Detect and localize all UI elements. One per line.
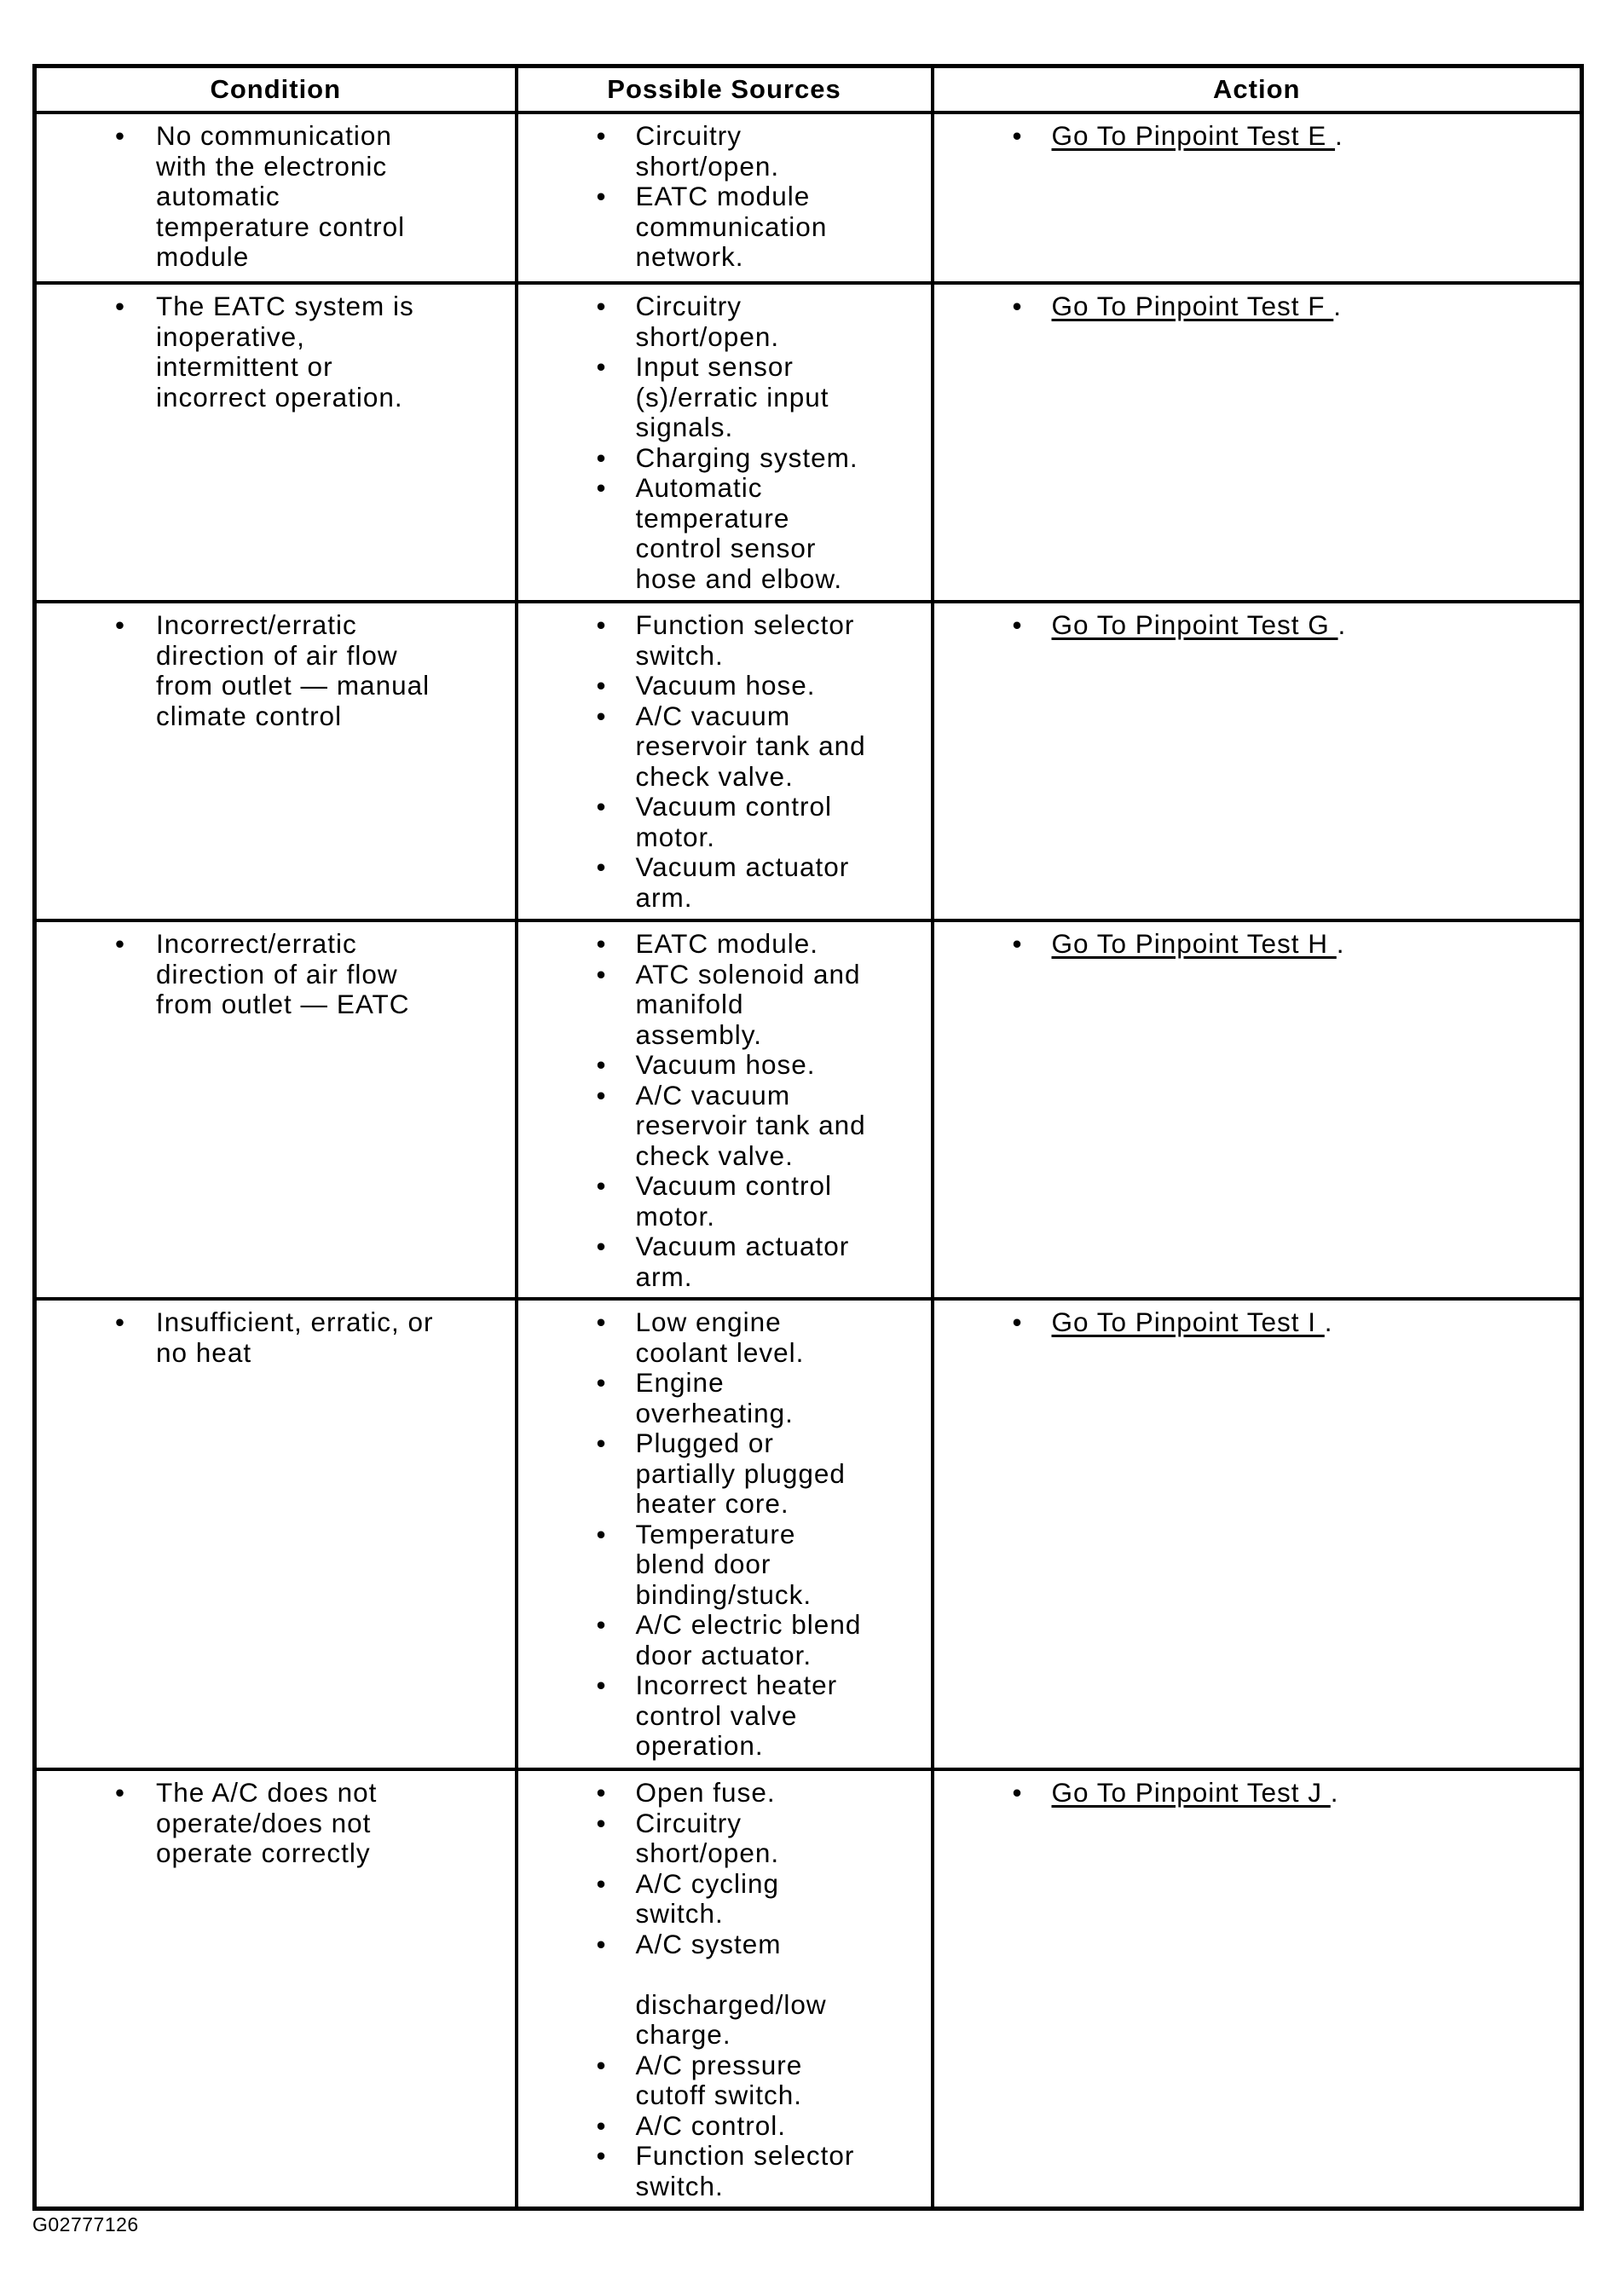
action-list (941, 1307, 1574, 1338)
action-suffix: . (1338, 609, 1347, 640)
action-cell (933, 1299, 1582, 1769)
action-cell (933, 283, 1582, 602)
condition-list (43, 929, 508, 1020)
source-item: • A/C pressure cutoff switch. (525, 2051, 924, 2111)
action-cell (933, 920, 1582, 1299)
sources-list (525, 291, 924, 594)
possible-sources-cell (517, 920, 933, 1299)
source-item: • Open fuse. (525, 1778, 924, 1809)
possible-sources-cell (517, 1299, 933, 1769)
source-item: • A/C electric blend door actuator. (525, 1610, 924, 1670)
condition-list (43, 1307, 508, 1368)
source-item: • A/C vacuum reservoir tank and check valve. (525, 1081, 924, 1172)
source-item: • Vacuum hose. (525, 671, 924, 701)
condition-text: • The EATC system is inoperative, intermittent or incorrect operation. (43, 291, 508, 412)
source-item: • ATC solenoid and manifold assembly. (525, 960, 924, 1051)
source-item: • Circuitry short/open. (525, 1809, 924, 1869)
condition-cell (35, 1769, 517, 2209)
action-cell (933, 1769, 1582, 2209)
table-header (35, 66, 1582, 113)
pinpoint-test-link[interactable]: Go To Pinpoint Test F (1051, 291, 1334, 321)
condition-cell (35, 602, 517, 920)
figure-id: G02777126 (32, 2213, 139, 2235)
header-condition: Condition (35, 66, 517, 113)
pinpoint-test-link[interactable]: Go To Pinpoint Test G (1051, 609, 1338, 640)
action-suffix: . (1336, 928, 1345, 959)
source-item: • Engine overheating. (525, 1368, 924, 1428)
source-item: • Low engine coolant level. (525, 1307, 924, 1368)
action-item (941, 1307, 1574, 1338)
diagnosis-sheet (32, 64, 1580, 2211)
pinpoint-test-link[interactable]: Go To Pinpoint Test J (1051, 1777, 1331, 1808)
possible-sources-cell (517, 602, 933, 920)
source-item: • Function selector switch. (525, 610, 924, 671)
symptom-chart-table (32, 64, 1584, 2211)
source-item: • Vacuum control motor. (525, 1171, 924, 1232)
condition-list (43, 1778, 508, 1869)
source-item: • Plugged or partially plugged heater core. (525, 1428, 924, 1520)
action-list (941, 1778, 1574, 1809)
source-item: • Automatic temperature control sensor hose and elbow. (525, 473, 924, 594)
header-row (35, 66, 1582, 113)
source-item: • Input sensor (s)/erratic input signals. (525, 352, 924, 443)
condition-text: • Insufficient, erratic, or no heat (43, 1307, 508, 1368)
pinpoint-test-link[interactable]: Go To Pinpoint Test H (1051, 928, 1337, 959)
source-item: • Vacuum control motor. (525, 792, 924, 852)
sources-list (525, 1307, 924, 1762)
source-item: • Vacuum hose. (525, 1050, 924, 1081)
condition-list (43, 291, 508, 412)
table-row (35, 112, 1582, 283)
header-action: Action (933, 66, 1582, 113)
source-item: • Vacuum actuator arm. (525, 852, 924, 913)
condition-cell (35, 112, 517, 283)
source-item: • Circuitry short/open. (525, 291, 924, 352)
action-suffix: . (1330, 1777, 1339, 1808)
source-item: • A/C vacuum reservoir tank and check valve. (525, 701, 924, 793)
condition-text: • The A/C does not operate/does not operate correctly (43, 1778, 508, 1869)
sources-list (525, 121, 924, 273)
action-cell (933, 602, 1582, 920)
pinpoint-test-link[interactable]: Go To Pinpoint Test I (1051, 1307, 1325, 1337)
header-possible-sources: Possible Sources (517, 66, 933, 113)
source-item: • A/C cycling switch. (525, 1869, 924, 1930)
possible-sources-cell (517, 112, 933, 283)
condition-list (43, 610, 508, 731)
source-item: • Temperature blend door binding/stuck. (525, 1520, 924, 1611)
condition-text: • Incorrect/erratic direction of air flow from outlet — EATC (43, 929, 508, 1020)
source-item: • EATC module. (525, 929, 924, 960)
pinpoint-test-link[interactable]: Go To Pinpoint Test E (1051, 120, 1336, 151)
possible-sources-cell (517, 283, 933, 602)
action-list (941, 121, 1574, 152)
source-item: • EATC module communication network. (525, 182, 924, 273)
action-list (941, 291, 1574, 322)
sources-list (525, 610, 924, 913)
action-item (941, 1778, 1574, 1809)
possible-sources-cell (517, 1769, 933, 2209)
action-cell (933, 112, 1582, 283)
condition-list (43, 121, 508, 273)
source-item: • Circuitry short/open. (525, 121, 924, 182)
condition-cell (35, 1299, 517, 1769)
table-body (35, 112, 1582, 2209)
action-list (941, 610, 1574, 641)
condition-cell (35, 283, 517, 602)
action-item (941, 610, 1574, 641)
condition-text: • Incorrect/erratic direction of air flow from outlet — manual climate control (43, 610, 508, 731)
action-item (941, 291, 1574, 322)
source-item: • A/C control. (525, 2111, 924, 2142)
action-item (941, 121, 1574, 152)
action-suffix: . (1324, 1307, 1333, 1337)
source-item: • Function selector switch. (525, 2141, 924, 2201)
table-row (35, 283, 1582, 602)
action-item (941, 929, 1574, 960)
table-row (35, 1769, 1582, 2209)
table-row (35, 920, 1582, 1299)
condition-cell (35, 920, 517, 1299)
source-item: • A/C system discharged/low charge. (525, 1930, 924, 2051)
sources-list (525, 1778, 924, 2201)
table-row (35, 1299, 1582, 1769)
table-row (35, 602, 1582, 920)
source-item: • Charging system. (525, 443, 924, 474)
action-list (941, 929, 1574, 960)
action-suffix: . (1333, 291, 1343, 321)
action-suffix: . (1335, 120, 1343, 151)
source-item: • Incorrect heater control valve operation. (525, 1670, 924, 1762)
sources-list (525, 929, 924, 1292)
source-item: • Vacuum actuator arm. (525, 1232, 924, 1292)
condition-text: • No communication with the electronic automatic temperature control module (43, 121, 508, 273)
